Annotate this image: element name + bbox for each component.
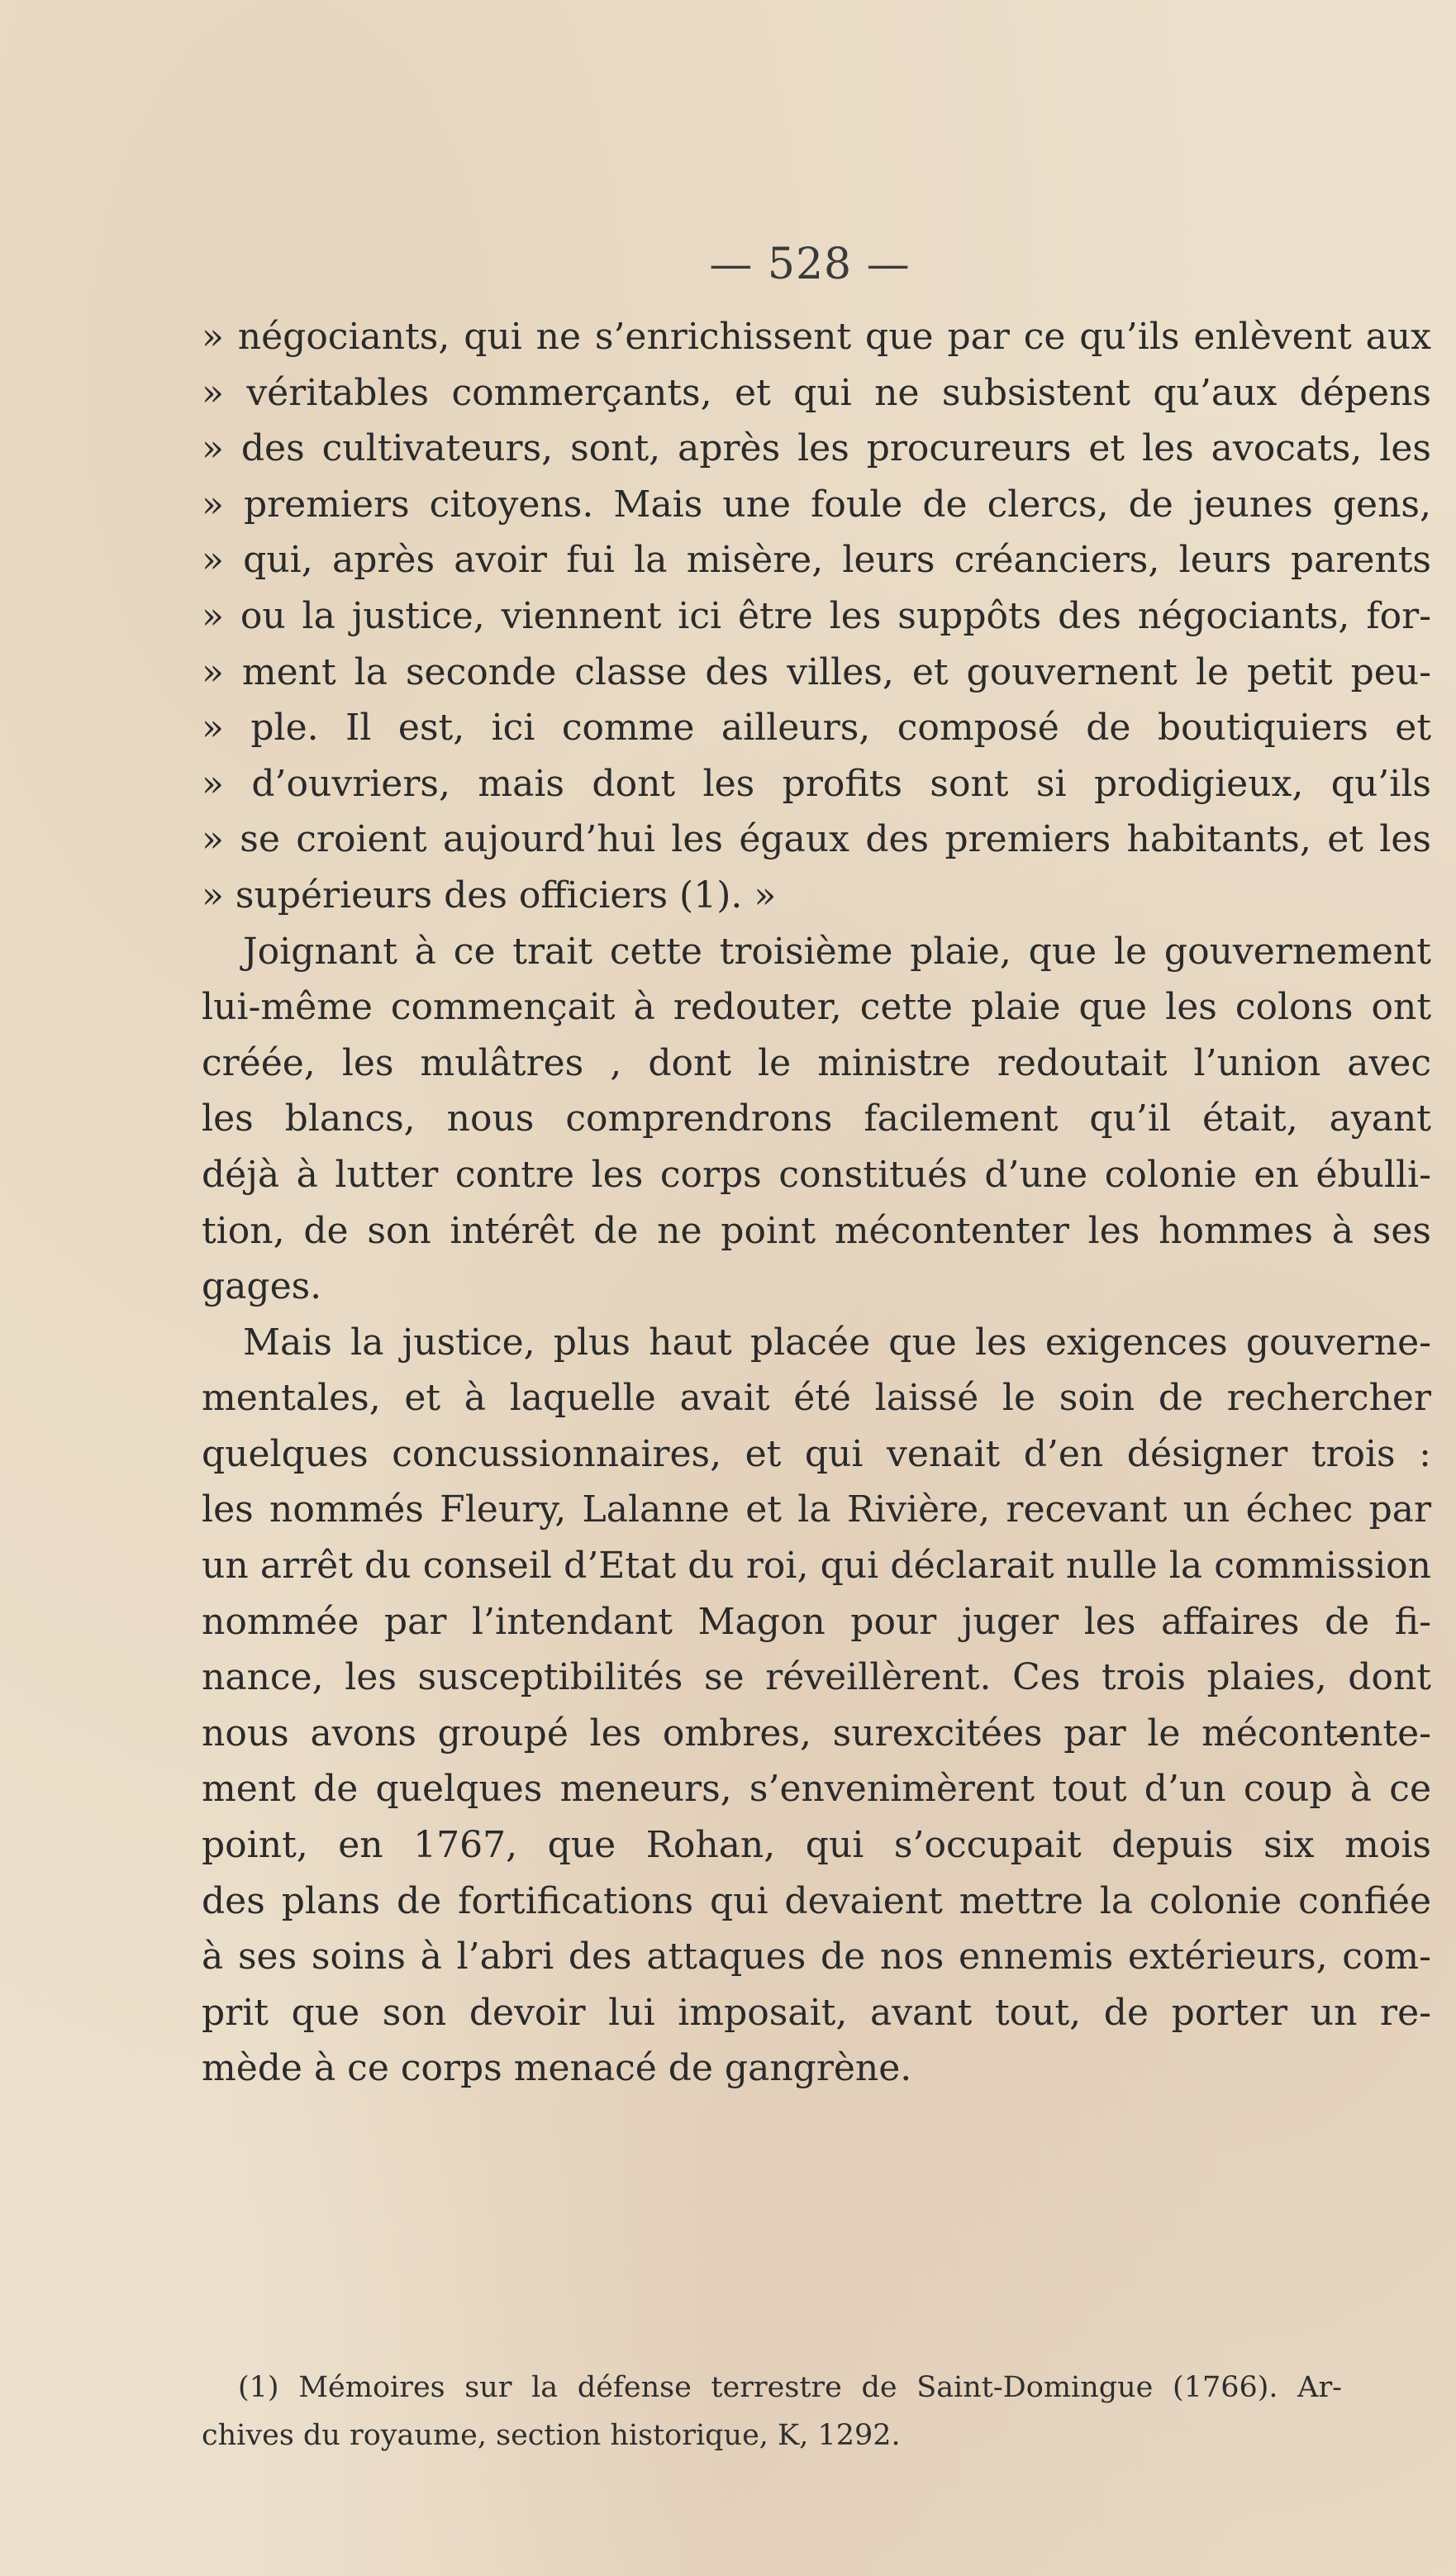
footnote-line: chives du royaume, section historique, K, 1292. xyxy=(202,2419,901,2452)
text-line: quelques concussionnaires, et qui venait d’en désigner trois : xyxy=(202,1432,1431,1475)
text-line: nommée par l’intendant Magon pour juger les affaires de fi- xyxy=(202,1600,1431,1643)
text-line: ment de quelques meneurs, s’envenimèrent tout d’un coup à ce xyxy=(202,1768,1431,1811)
paragraph-start-line: Mais la justice, plus haut placée que les exigences gouverne- xyxy=(243,1321,1431,1364)
text-line: » des cultivateurs, sont, après les procureurs et les avocats, les xyxy=(202,427,1431,470)
text-line: » ou la justice, viennent ici être les suppôts des négociants, for- xyxy=(202,594,1431,637)
footnote xyxy=(202,2364,1342,2459)
text-line: » ment la seconde classe des villes, et gouvernent le petit peu- xyxy=(202,650,1431,693)
text-line: » véritables commerçants, et qui ne subsistent qu’aux dépens xyxy=(202,371,1431,414)
text-line: un arrêt du conseil d’Etat du roi, qui déclarait nulle la commission xyxy=(202,1545,1431,1588)
page-number: — 528 — xyxy=(709,240,911,289)
body-text xyxy=(202,309,1431,2097)
text-line: des plans de fortifications qui devaient mettre la colonie confiée xyxy=(202,1879,1431,1922)
text-line: » qui, après avoir fui la misère, leurs créanciers, leurs parents xyxy=(202,539,1431,582)
text-line: les blancs, nous comprendrons facilement qu’il était, ayant xyxy=(202,1098,1431,1140)
text-line: nous avons groupé les ombres, surexcitées par le méconte̶nte- xyxy=(202,1712,1431,1755)
text-line: créée, les mulâtres , dont le ministre redoutait l’union avec xyxy=(202,1041,1431,1084)
footnote-line: (1) Mémoires sur la défense terrestre de Saint-Domingue (1766). Ar- xyxy=(238,2371,1342,2404)
text-line: nance, les susceptibilités se réveillèrent. Ces trois plaies, dont xyxy=(202,1656,1431,1699)
text-line: point, en 1767, que Rohan, qui s’occupait depuis six mois xyxy=(202,1824,1431,1867)
text-line: prit que son devoir lui imposait, avant tout, de porter un re- xyxy=(202,1991,1431,2034)
text-line: déjà à lutter contre les corps constitués d’une colonie en ébulli- xyxy=(202,1153,1431,1196)
text-line: tion, de son intérêt de ne point mécontenter les hommes à ses xyxy=(202,1209,1431,1252)
text-line: » négociants, qui ne s’enrichissent que par ce qu’ils enlèvent aux xyxy=(202,316,1431,358)
text-line: » premiers citoyens. Mais une foule de clercs, de jeunes gens, xyxy=(202,483,1431,526)
text-line: mentales, et à laquelle avait été laissé le soin de rechercher xyxy=(202,1377,1431,1420)
text-line: » ple. Il est, ici comme ailleurs, composé de boutiquiers et xyxy=(202,707,1431,750)
text-line: à ses soins à l’abri des attaques de nos ennemis extérieurs, com- xyxy=(202,1936,1431,1978)
text-line: les nommés Fleury, Lalanne et la Rivière, recevant un échec par xyxy=(202,1488,1431,1531)
text-line: gages. xyxy=(202,1265,322,1308)
text-line: lui-même commençait à redouter, cette plaie que les colons ont xyxy=(202,986,1431,1029)
text-line: » supérieurs des officiers (1). » xyxy=(202,874,777,917)
text-line: mède à ce corps menacé de gangrène. xyxy=(202,2047,912,2090)
text-line: » d’ouvriers, mais dont les profits sont si prodigieux, qu’ils xyxy=(202,762,1431,805)
paragraph-start-line: Joignant à ce trait cette troisième plaie, que le gouvernement xyxy=(243,930,1431,973)
text-line: » se croient aujourd’hui les égaux des premiers habitants, et les xyxy=(202,818,1431,861)
